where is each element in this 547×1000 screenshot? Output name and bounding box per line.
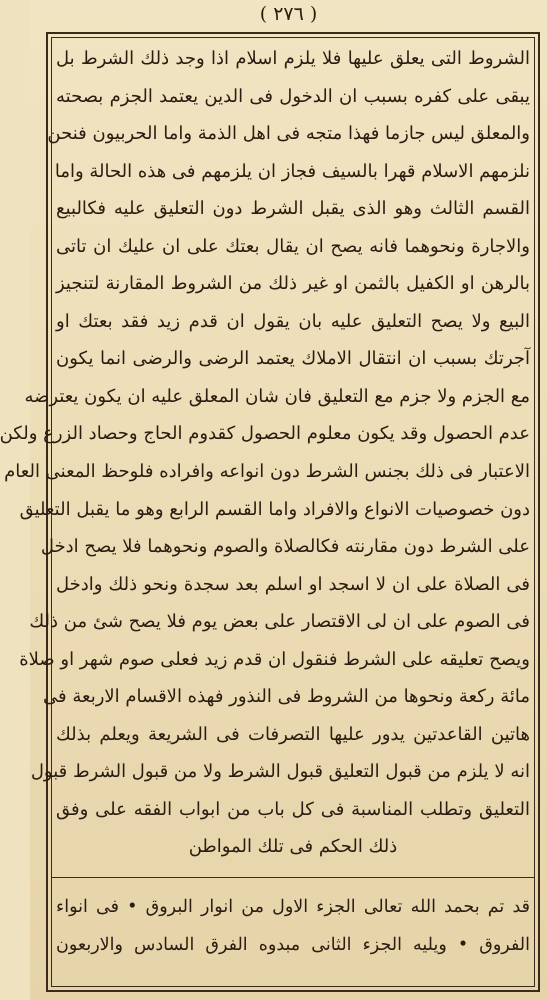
- text-line: مائة ركعة ونحوها من الشروط فى النذور فهذه الاقسام الاربعة فى: [43, 686, 530, 708]
- colophon-line: قد تم بحمد الله تعالى الجزء الاول من انوار البروق • فى انواء: [56, 897, 530, 917]
- text-line: الاعتبار فى ذلك بجنس الشرط دون انواعه وافراده فلوحظ المعنى العام: [4, 461, 530, 483]
- text-line: هاتين القاعدتين يدور عليها التصرفات فى الشريعة ويعلم بذلك: [56, 723, 530, 745]
- text-line: ويصح تعليقه على الشرط فنقول ان قدم زيد فعلى صوم شهر او صلاة: [19, 648, 530, 670]
- text-line: على الشرط دون مقارنته فكالصلاة والصوم ونحوهما فلا يصح ادخل: [40, 536, 530, 558]
- text-line: مع الجزم ولا جزم مع التعليق فان شان المعلق عليه ان يكون يعترضه: [24, 385, 530, 407]
- colophon-line: الفروق • ويليه الجزء الثانى مبدوه الفرق السادس والاربعون: [56, 935, 530, 955]
- text-line: التعليق وتطلب المناسبة فى كل باب من ابواب الفقه على وفق: [56, 798, 530, 820]
- page-number: ( ٢٧٦ ): [259, 3, 318, 25]
- text-line: بالرهن او الكفيل بالثمن او غير ذلك من الشروط المقارنة لتنجيز: [56, 273, 530, 295]
- text-line-last: ذلك الحكم فى تلك المواطن: [188, 836, 398, 858]
- text-line: دون خصوصيات الانواع والافراد واما القسم الرابع وهو ما يقبل التعليق: [19, 498, 530, 520]
- section-divider: [52, 877, 534, 878]
- text-line: الشروط التى يعلق عليها فلا يلزم اسلام اذا وجد ذلك الشرط بل: [56, 48, 530, 69]
- text-line: انه لا يلزم من قبول التعليق قبول الشرط ولا من قبول الشرط قبول: [30, 761, 530, 783]
- body-text: [0, 40, 530, 866]
- text-line: البيع ولا يصح التعليق عليه بان يقول ان قدم زيد فقد بعتك او: [56, 310, 530, 332]
- text-line: آجرتك بسبب ان انتقال الاملاك يعتمد الرضى والرضى انما يكون: [56, 348, 530, 370]
- text-line: فى الصوم على ان لى الاقتصار على بعض يوم فلا يصح شئ من ذلك: [29, 611, 530, 633]
- text-line: القسم الثالث وهو الذى يقبل الشرط دون التعليق عليه فكالبيع: [56, 198, 530, 220]
- colophon: [56, 888, 530, 964]
- text-line: فى الصلاة على ان لا اسجد او اسلم بعد سجدة ونحو ذلك وادخل: [56, 573, 530, 595]
- text-line: نلزمهم الاسلام قهرا بالسيف فجاز ان يلزمهم فى هذه الحالة واما: [54, 160, 530, 182]
- text-line: والمعلق ليس جازما فهذا متجه فى اهل الذمة واما الحربيون فنحن: [47, 123, 530, 145]
- text-line: يبقى على كفره بسبب ان الدخول فى الدين يعتمد الجزم بصحته: [56, 85, 530, 107]
- text-line: والاجارة ونحوهما فانه يصح ان يقال بعتك على ان عليك ان تاتى: [56, 235, 530, 257]
- text-line: عدم الحصول وقد يكون معلوم الحصول كقدوم الحاج وحصاد الزرع ولكن: [0, 423, 530, 445]
